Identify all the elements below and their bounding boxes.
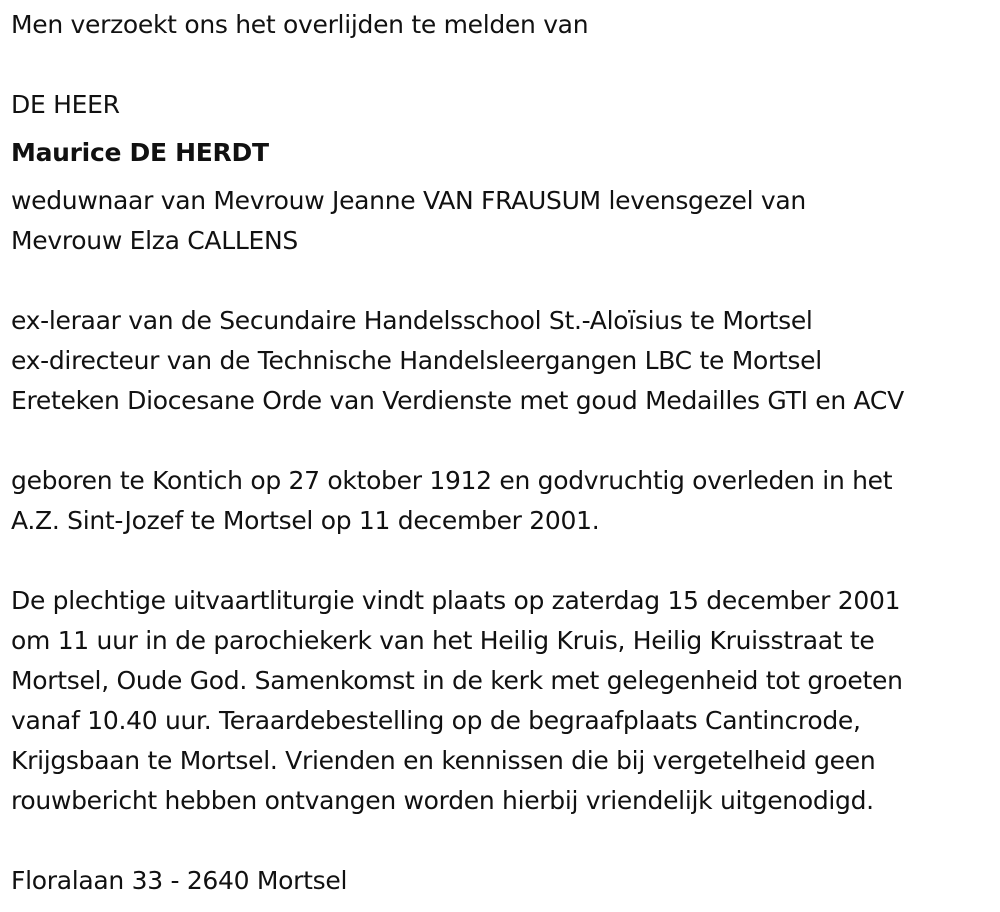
title-line: Ereteken Diocesane Orde van Verdienste met goud Medailles GTI en ACV xyxy=(11,386,904,415)
intro-text: Men verzoekt ons het overlijden te melden van xyxy=(11,10,589,39)
relation-line: weduwnaar van Mevrouw Jeanne VAN FRAUSUM levensgezel van xyxy=(11,186,806,215)
funeral-line: Krijgsbaan te Mortsel. Vrienden en kennissen die bij vergetelheid geen xyxy=(11,746,876,775)
title-line: ex-directeur van de Technische Handelsleergangen LBC te Mortsel xyxy=(11,346,822,375)
relation-line: Mevrouw Elza CALLENS xyxy=(11,226,298,255)
address-text: Floralaan 33 - 2640 Mortsel xyxy=(11,866,348,895)
birth-death-line: geboren te Kontich op 27 oktober 1912 en godvruchtig overleden in het xyxy=(11,466,893,495)
funeral-line: om 11 uur in de parochiekerk van het Heilig Kruis, Heilig Kruisstraat te xyxy=(11,626,875,655)
funeral-line: rouwbericht hebben ontvangen worden hierbij vriendelijk uitgenodigd. xyxy=(11,786,874,815)
funeral-line: De plechtige uitvaartliturgie vindt plaats op zaterdag 15 december 2001 xyxy=(11,586,901,615)
funeral-line: vanaf 10.40 uur. Teraardebestelling op de begraafplaats Cantincrode, xyxy=(11,706,861,735)
funeral-line: Mortsel, Oude God. Samenkomst in de kerk met gelegenheid tot groeten xyxy=(11,666,903,695)
title-line: ex-leraar van de Secundaire Handelsschool St.-Aloïsius te Mortsel xyxy=(11,306,813,335)
honorific: DE HEER xyxy=(11,90,120,119)
birth-death-line: A.Z. Sint-Jozef te Mortsel op 11 december 2001. xyxy=(11,506,600,535)
deceased-name: Maurice DE HERDT xyxy=(11,138,269,167)
